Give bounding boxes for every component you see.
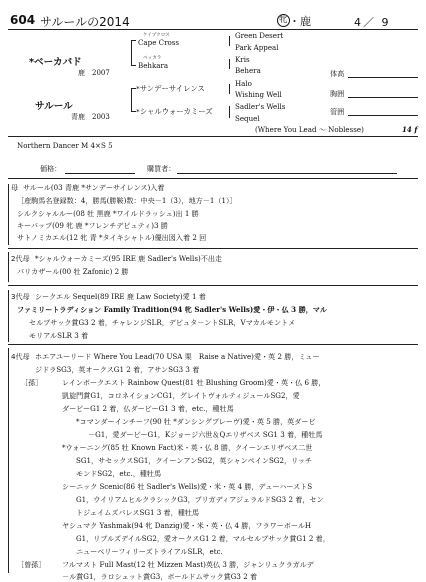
s1-line2: ［産駒馬名登録数：4，勝馬(勝鞍)数：中央－1（3），地方－1（1）］ (17, 196, 237, 205)
sire-color-year: 鹿 2007 (78, 69, 110, 77)
dam-dam: *シャルウォーカミーズ (136, 107, 213, 116)
buyer-label: 購買者： (147, 164, 176, 173)
s3-line1: シークエル Sequel(89 IRE 鹿 Law Society)愛 1 着 (35, 292, 206, 301)
s4-line11: シーニック Scenic(86 牡 Sadler's Wells)愛・米・英 4 勝，デューハーストS (62, 482, 313, 491)
s4-line16: ニューベリーフィリーズトライアルSLR，etc. (76, 547, 223, 556)
g3-1: Green Desert (235, 31, 284, 40)
ss-ruby: ケイプクロス (143, 33, 170, 38)
tail-line: (Where You Lead 〜 Noblesse) (255, 125, 364, 134)
s4-line13: トジェイムズパレスSG1 3 着，種牡馬 (76, 508, 200, 517)
s2-line1: *シャルウォーカミーズ(95 IRE 鹿 Sadler's Wells)不出走 (35, 254, 223, 263)
pedigree-bottom-rule (8, 136, 418, 137)
s4-line7: －G1，愛ダービーG1，Kジョージ六世＆Qエリザベス SG1 3 着，種牡馬 (88, 430, 323, 439)
height-label: 体高 (330, 69, 345, 78)
birth-date: 4／ 9 (354, 16, 391, 29)
coat-color: ・鹿 (289, 15, 311, 28)
price-bottom-rule (8, 178, 418, 179)
inbreeding: Northern Dancer M 4×S 5 (17, 141, 113, 150)
price-label: 価格： (40, 164, 62, 173)
s4-line12: G1，ウイリアムヒルクラシックG3，ブリガディアジェラルドSG3 2 着，セン (76, 495, 324, 504)
section2-tag: 2代母 (11, 254, 30, 263)
dam-sire: *サンデーサイレンス (136, 84, 205, 93)
s4-line1: ホエアユーリード Where You Lead(70 USA 栗 Raise a Native)愛・英 2 勝，ミュー (35, 352, 320, 361)
s4-line3: レインボークエスト Rainbow Quest(81 牡 Blushing Groom)愛・英・仏 6 勝， (62, 378, 326, 387)
g3-6: Wishing Well (235, 90, 282, 99)
cannon-label: 管囲 (330, 107, 345, 116)
family-number: 14 f (402, 125, 418, 134)
g3-8: Sequel (235, 114, 260, 123)
sire-bracket (131, 40, 132, 65)
s4-line4: 凱旋門賞G1，コロネイションCG1，グレイトヴォルティジュールSG2，愛 (62, 391, 300, 400)
s4-line10: モンドSG2，etc.，種牡馬 (76, 469, 162, 478)
sd-ruby: ベッカラ (143, 56, 162, 61)
g3-4: Behera (235, 66, 261, 75)
s4-line15: G1，リブルズデイルSG2，愛オークスG1 2 着，マルセルブサック賞G1 2 着， (76, 534, 330, 543)
lot-number: 604 (10, 13, 36, 27)
horse-name: サルールの2014 (40, 15, 130, 29)
sire-dam: Behkara (138, 61, 169, 70)
dam-name: サルール (35, 101, 73, 112)
grandchild-label: 孫 (28, 378, 36, 387)
top-rule (8, 29, 418, 30)
g3-3: Kris (235, 55, 250, 64)
great-grandchild-tag: ［曾孫］ (17, 560, 46, 569)
g3-5: Halo (235, 79, 252, 88)
s4-line2: ジドラSG3，英オークスG1 2 着，アサンSG3 3 着 (35, 365, 200, 374)
section4-tag: 4代母 (11, 352, 30, 361)
s4-line17: フルマスト Full Mast(12 牡 Mizzen Mast)英仏 3 勝，ジャンリュクラガルデ (62, 560, 314, 569)
chest-label: 胸囲 (330, 89, 345, 98)
s2-line2: バリカザール(00 牡 Zafonic) 2 勝 (17, 267, 129, 276)
section3-tag: 3代母 (11, 292, 30, 301)
g3-2: Park Appeal (235, 43, 279, 52)
dam-color-year: 青鹿 2003 (71, 113, 110, 121)
s3-line3: セルブサック賞G3 2 着，チャレンジSLR，デビュタ－ントSLR，Vマカルモントメ (29, 318, 296, 327)
s3-line4: モリアルSLR 3 着 (29, 331, 89, 340)
sire-sire: Cape Cross (138, 38, 180, 47)
s1-line3: シルクシャルルー(08 牡 黒鹿 *ワイルドラッシュ)出 1 勝 (17, 209, 199, 218)
s1-line4: キーバップ(09 牝 鹿 *フレンチデピュティ)3 勝 (17, 221, 168, 230)
section1-tag: 母 (11, 183, 19, 192)
s4-line9: SG1，サセックスSG1，クイーンアンSG2，英シャンペインSG2，リッチ (76, 456, 313, 465)
s4-line18: －ル賞G1，ラロシェット賞G3，ボールドムサック賞G3 2 着 (62, 572, 258, 581)
s4-line6: *コマンダーインチーフ(90 牡 *ダンシングブレーヴ)愛・英 5 勝，英ダービ (76, 417, 316, 426)
s4-line8: *ウォーニング(85 牡 Known Fact)米・英・仏 8 勝，クイーンエリザベス二世 (62, 443, 313, 452)
grandchild-tag: ［孫］ (21, 378, 43, 387)
s1-line5: サトノミカエル(12 牝 青 *タイキシャトル)優出図入着 2 回 (17, 233, 207, 242)
s4-line14: ヤシュマク Yashmak(94 牝 Danzig)愛・米・英・仏 4 勝，フラワーボールH (62, 521, 312, 530)
great-grandchild-label: 曾孫 (24, 560, 39, 569)
g3-7: Sadler's Wells (235, 102, 286, 111)
sex-mark: 牝 (279, 15, 288, 25)
s4-line5: ダービーG1 2 着，仏ダービーG1 3 着，etc.，種牡馬 (62, 404, 234, 413)
s1-line1: サルール(03 青鹿 *サンデーサイレンス)入着 (23, 183, 165, 192)
sire-name: *ベーカバド (29, 57, 82, 68)
s3-line2: ファミリートラディション Family Tradition(94 牝 Sadler's Wells)愛・伊・仏 3 勝，マル (17, 305, 327, 314)
dam-bracket (131, 88, 132, 111)
